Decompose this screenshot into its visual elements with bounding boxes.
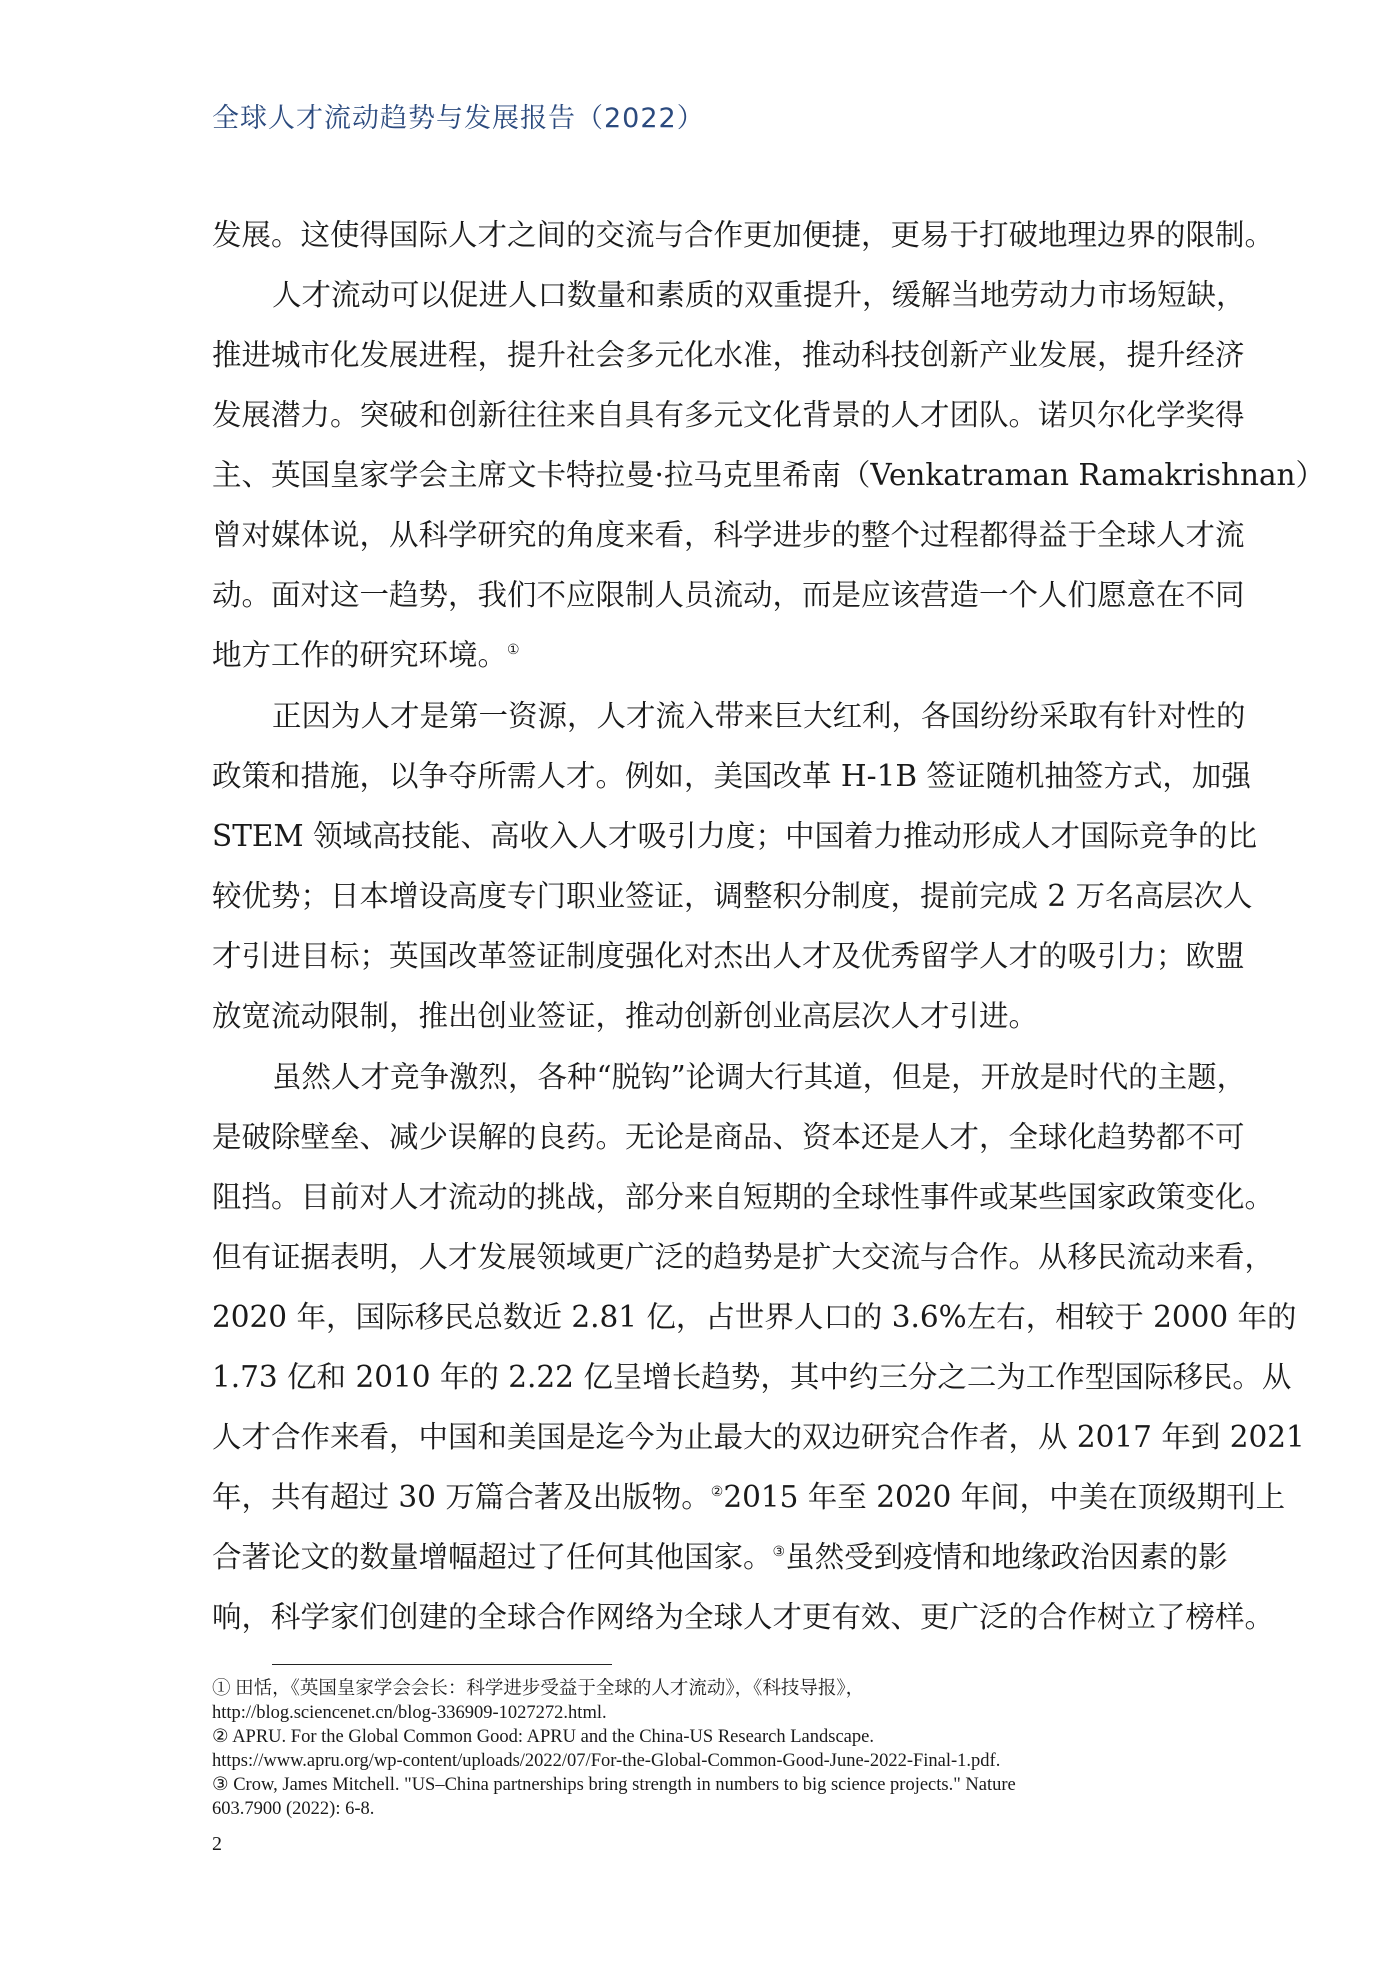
page-number: 2 bbox=[212, 1833, 222, 1855]
body-line: 曾对媒体说，从科学研究的角度来看，科学进步的整个过程都得益于全球人才流 bbox=[212, 518, 1245, 552]
body-line: 较优势；日本增设高度专门职业签证，调整积分制度，提前完成 2 万名高层次人 bbox=[212, 879, 1253, 913]
body-line: 人才合作来看，中国和美国是迄今为止最大的双边研究合作者，从 2017 年到 2021 bbox=[212, 1420, 1305, 1454]
footnote-ref-2: ② bbox=[710, 1484, 724, 1501]
body-line-text: 2015 年至 2020 年间，中美在顶级期刊上 bbox=[723, 1480, 1286, 1514]
body-line: 阻挡。目前对人才流动的挑战，部分来自短期的全球性事件或某些国家政策变化。 bbox=[212, 1180, 1275, 1214]
body-line-text: 虽然受到疫情和地缘政治因素的影 bbox=[785, 1540, 1228, 1574]
body-line: 主、英国皇家学会主席文卡特拉曼·拉马克里希南（Venkatraman Ramakrishnan） bbox=[212, 458, 1326, 492]
body-line: 放宽流动限制，推出创业签证，推动创新创业高层次人才引进。 bbox=[212, 999, 1039, 1033]
body-line: 响，科学家们创建的全球合作网络为全球人才更有效、更广泛的合作树立了榜样。 bbox=[212, 1600, 1275, 1634]
footnote-ref-3: ③ bbox=[772, 1544, 786, 1561]
footnote-1: ① 田恬，《英国皇家学会会长：科学进步受益于全球的人才流动》，《科技导报》， bbox=[212, 1679, 865, 1699]
footnote-ref-1: ① bbox=[507, 642, 520, 659]
body-line: 推进城市化发展进程，提升社会多元化水准，推动科技创新产业发展，提升经济 bbox=[212, 338, 1245, 372]
footnote-2: ② APRU. For the Global Common Good: APRU and the China-US Research Landscape. bbox=[212, 1727, 874, 1747]
body-line: 1.73 亿和 2010 年的 2.22 亿呈增长趋势，其中约三分之二为工作型国际移民。从 bbox=[212, 1360, 1292, 1394]
footnote-1-url: http://blog.sciencenet.cn/blog-336909-1027272.html. bbox=[212, 1703, 607, 1723]
body-line-text: 年，共有超过 30 万篇合著及出版物。 bbox=[212, 1480, 711, 1514]
body-line: 但有证据表明，人才发展领域更广泛的趋势是扩大交流与合作。从移民流动来看， bbox=[212, 1240, 1275, 1274]
body-line bbox=[212, 1537, 1228, 1577]
body-line: 虽然人才竞争激烈，各种“脱钩”论调大行其道，但是，开放是时代的主题， bbox=[272, 1060, 1247, 1094]
body-line: STEM 领域高技能、高收入人才吸引力度；中国着力推动形成人才国际竞争的比 bbox=[212, 819, 1258, 853]
footnote-divider bbox=[272, 1664, 612, 1665]
running-header-title: 全球人才流动趋势与发展报告（2022） bbox=[212, 103, 705, 134]
body-line-text: 地方工作的研究环境。 bbox=[212, 638, 508, 672]
body-line: 动。面对这一趋势，我们不应限制人员流动，而是应该营造一个人们愿意在不同 bbox=[212, 578, 1245, 612]
body-line: 发展。这使得国际人才之间的交流与合作更加便捷，更易于打破地理边界的限制。 bbox=[212, 218, 1275, 252]
body-line: 发展潜力。突破和创新往往来自具有多元文化背景的人才团队。诺贝尔化学奖得 bbox=[212, 398, 1245, 432]
footnote-3: ③ Crow, James Mitchell. "US–China partnerships bring strength in numbers to big science projects." Nature bbox=[212, 1775, 1016, 1795]
body-line-text: 合著论文的数量增幅超过了任何其他国家。 bbox=[212, 1540, 773, 1574]
body-line: 政策和措施，以争夺所需人才。例如，美国改革 H-1B 签证随机抽签方式，加强 bbox=[212, 759, 1251, 793]
body-line: 是破除壁垒、减少误解的良药。无论是商品、资本还是人才，全球化趋势都不可 bbox=[212, 1120, 1245, 1154]
footnote-3-cont: 603.7900 (2022): 6-8. bbox=[212, 1799, 375, 1819]
body-line: 才引进目标；英国改革签证制度强化对杰出人才及优秀留学人才的吸引力；欧盟 bbox=[212, 939, 1245, 973]
body-line: 正因为人才是第一资源，人才流入带来巨大红利，各国纷纷采取有针对性的 bbox=[272, 699, 1246, 733]
body-line bbox=[212, 1477, 1286, 1517]
body-line: 2020 年，国际移民总数近 2.81 亿，占世界人口的 3.6%左右，相较于 2000 年的 bbox=[212, 1300, 1297, 1334]
footnote-2-url: https://www.apru.org/wp-content/uploads/2022/07/For-the-Global-Common-Good-June-2022-Final-1.pdf. bbox=[212, 1751, 1001, 1771]
body-line: 人才流动可以促进人口数量和素质的双重提升，缓解当地劳动力市场短缺， bbox=[272, 278, 1246, 312]
body-line bbox=[212, 635, 1192, 675]
